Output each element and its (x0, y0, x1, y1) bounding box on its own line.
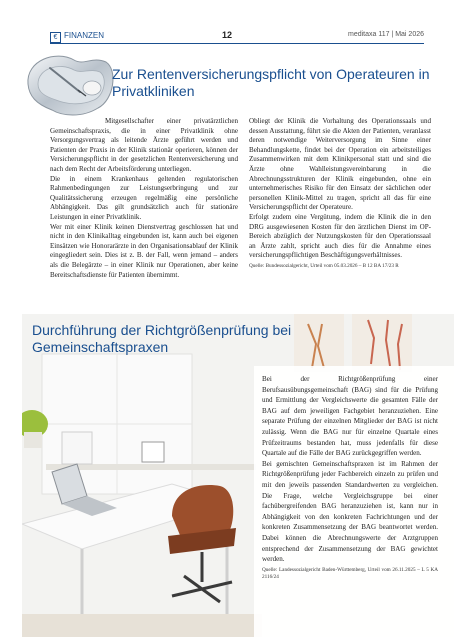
article-title: Durchführung der Richtgrößenprüfung bei Gemeinschaftspraxen (32, 322, 292, 355)
issue-info: meditaxa 117 | Mai 2026 (347, 31, 424, 38)
article-right-column (249, 117, 431, 270)
paragraph: Die in einem Krankenhaus geltenden regulatorischen Rahmenbedingungen zur Leistungserbringung und zur Qualitätssicherung erzeugen regelmäßig eine persönliche Abhängigkeit. Das gilt grundsätzlich auch für stationäre Leistungen in einer Privatklinik. (50, 174, 238, 221)
page-header (0, 0, 454, 44)
euro-icon: € (50, 32, 61, 43)
paragraph: Bei der Richtgrößenprüfung einer Berufsausübungsgemeinschaft (BAG) sind für die Prüfung und Ermittlung der Vergleichswerte die gesamten Fälle der BAG auf dem jeweiligen Fachgebiet heranzuziehen. Eine separate Prüfung der einzelnen Mitglieder der BAG ist nicht zulässig. Wenn die BAG nur für einzelne Quartale eines Prüfzeitraums bestanden hat, muss jedenfalls für diese Quartale auf die Fälle der BAG zurückgegriffen werden. (262, 375, 438, 458)
article-left-column (50, 117, 238, 280)
source-note: Quelle: Landessozialgericht Baden-Württemberg, Urteil vom 26.11.2025 – L 5 KA 2116/24 (262, 566, 438, 580)
kidney-dish-icon (22, 46, 118, 122)
paragraph: Obliegt der Klinik die Vorhaltung des Operationssaals und dessen Ausstattung, führt sie die Akten der Patienten, veranlasst deren notwendige Weiterversorgung im Sinne einer Behandlungskette, findet bei der Operation ein arbeitsteiliges Zusammenwirken mit dem Klinikpersonal statt und sind die Ärzte ohne Wahlleistungsvereinbarung in die Abrechnungsstrukturen der Klinik eingebunden, ohne ein unternehmerisches Risiko für den Einsatz der sächlichen oder personellen Klinik-Mittel zu tragen, spricht all das für eine Versicherungspflicht der Operateure. (249, 117, 431, 212)
header-rule (50, 43, 424, 44)
paragraph: Wer mit einer Klinik keinen Dienstvertrag geschlossen hat und nicht in den Klinikalltag eingebunden ist, kann auch bei eigenen Einsätzen wie Honorarärzte in den Organisationsablauf der Klinik eingegliedert sein. Dies ist z. B. der Fall, wenn jemand – anders als die Belegärzte – in einer Klinik nur Operationen, aber keine Bereitschaftsdienste für Patienten übernimmt. (50, 222, 238, 279)
section-label: FINANZEN (64, 31, 104, 40)
page-number: 12 (222, 30, 233, 40)
article-body (262, 374, 438, 581)
article-photo-section (22, 314, 454, 637)
paragraph: Erfolgt zudem eine Vergütung, indem die Klinik die in den DRG ausgewiesenen Kosten für den ärztlichen Dienst im OP-Bereich abzüglich der Nutzungskosten für den Operationssaal an Ärzte zahlt, spricht auch dies für die Annahme eines versicherungspflichtigen Beschäftigungsverhältnisses. (249, 212, 431, 260)
source-note: Quelle: Bundessozialgericht, Urteil vom 05.03.2026 – B 12 BA 17/23 R (249, 262, 399, 269)
paragraph: Bei gemischten Gemeinschaftspraxen ist im Rahmen der Richtgrößenprüfung jeder Fachbereich einzeln zu prüfen und mit den jeweils passenden Standardwerten zu vergleichen. Die Frage, welche Vergleichsgruppe bei einer fachübergreifenden BAG heranzuziehen ist, kann nur in Abhängigkeit von den konkreten Fachrichtungen und der konkreten Zusammensetzung der BAG beantwortet werden. Dabei können die Abrechnungswerte der Arztgruppen entsprechend der Zusammensetzung der BAG gewichtet werden. (262, 459, 438, 564)
paragraph: Mitgesellschafter einer privatärztlichen Gemeinschaftspraxis, die in einer Privatklinik ohne Versorgungsvertrag als leitende Ärzte geführt werden und Patienten der Praxis in der Klinik stationär operieren, können der Versicherungspflicht in der gesetzlichen Rentenversicherung und nach dem Recht der Arbeitsförderung unterliegen. (50, 117, 238, 173)
article-title: Zur Rentenversicherungspflicht von Operateuren in Privatkliniken (112, 66, 430, 99)
